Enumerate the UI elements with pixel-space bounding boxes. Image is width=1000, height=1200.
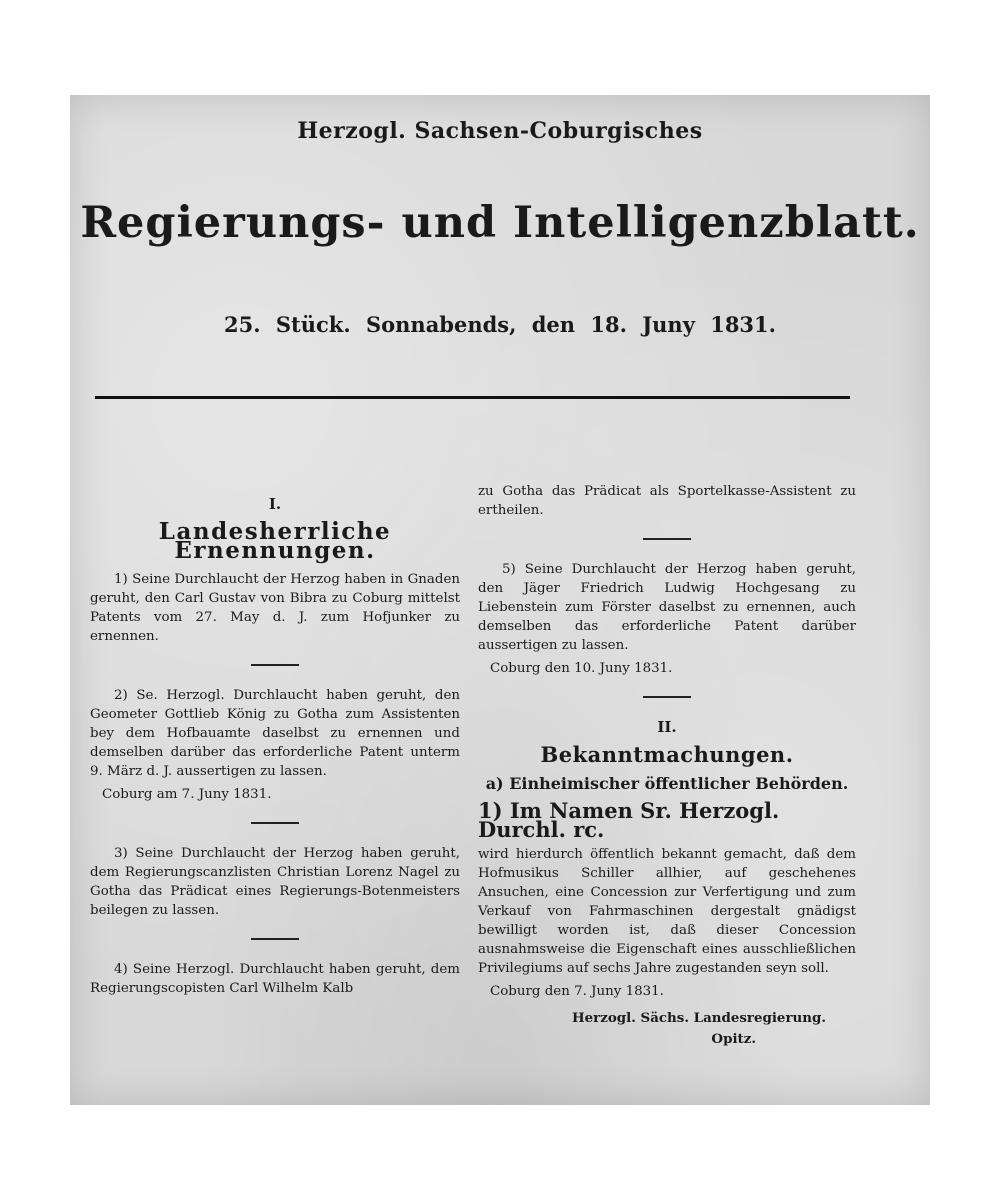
notice-date: Coburg den 7. Juny 1831. (490, 984, 664, 999)
separator-rule (251, 938, 299, 940)
entry-2-date: Coburg am 7. Juny 1831. (102, 787, 272, 802)
notice-heading: 1) Im Namen Sr. Herzogl. Durchl. rc. (478, 798, 780, 842)
section-title: Bekanntmachungen. (540, 742, 794, 767)
section-title: Landesherrliche Ernennungen. (158, 518, 392, 564)
entry-2: 2) Se. Herzogl. Durchlaucht haben geruht, den Geometer Gottlieb König zu Gotha zum Assistenten bey dem Hofbauamte daselbst zu ernennen und demselben darüber das erforderliche Patent unterm 9. März d. J. aussertigen zu lassen. (90, 688, 460, 779)
left-column (90, 495, 460, 998)
entry-5: 5) Seine Durchlaucht der Herzog haben geruht, den Jäger Friedrich Ludwig Hochgesang zu Liebenstein zum Förster daselbst zu ernennen, auch demselben das erforderliche Patent darüber aussertigen zu lassen. (478, 562, 856, 653)
entry-4-continued: zu Gotha das Prädicat als Sportelkasse-Assistent zu ertheilen. (478, 484, 856, 518)
issue-number: 25. Stück. (224, 312, 351, 337)
section-number: I. (268, 495, 282, 513)
masthead-title: Regierungs- und Intelligenzblatt. (80, 198, 920, 248)
entry-3: 3) Seine Durchlaucht der Herzog haben geruht, dem Regierungscanzlisten Christian Lorenz Nagel zu Gotha das Prädicat eines Regierungs-Botenmeisters beilegen zu lassen. (90, 846, 460, 918)
signature-name: Opitz. (711, 1031, 756, 1047)
entry-1: 1) Seine Durchlaucht der Herzog haben in Gnaden geruht, den Carl Gustav von Bibra zu Coburg mittelst Patents vom 27. May d. J. zum Hofjunker zu ernennen. (90, 572, 460, 644)
separator-rule (251, 822, 299, 824)
issue-line (0, 312, 1000, 337)
entry-4: 4) Seine Herzogl. Durchlaucht haben geruht, dem Regierungscopisten Carl Wilhelm Kalb (90, 962, 460, 996)
separator-rule (643, 538, 691, 540)
separator-rule (643, 696, 691, 698)
issue-date: den 18. Juny 1831. (531, 312, 776, 337)
masthead-subtitle: Herzogl. Sachsen-Coburgisches (297, 118, 703, 144)
signature-authority: Herzogl. Sächs. Landesregierung. (572, 1010, 826, 1026)
right-column (478, 482, 856, 1049)
section-number: II. (657, 718, 677, 736)
masthead-rule (95, 396, 850, 399)
notice-body: wird hierdurch öffentlich bekannt gemacht, daß dem Hofmusikus Schiller allhier, auf geschehenes Ansuchen, eine Concession zur Verfertigung und zum Verkauf von Fahrmaschinen dergestalt gnädigst bewilligt worden ist, daß dieser Concession ausnahmsweise die Eigenschaft eines ausschließlichen Privilegiums auf sechs Jahre zugestanden seyn soll. (478, 847, 856, 976)
entry-5-date: Coburg den 10. Juny 1831. (490, 661, 673, 676)
separator-rule (251, 664, 299, 666)
section-subtitle: a) Einheimischer öffentlicher Behörden. (485, 774, 849, 793)
issue-weekday: Sonnabends, (365, 312, 517, 337)
